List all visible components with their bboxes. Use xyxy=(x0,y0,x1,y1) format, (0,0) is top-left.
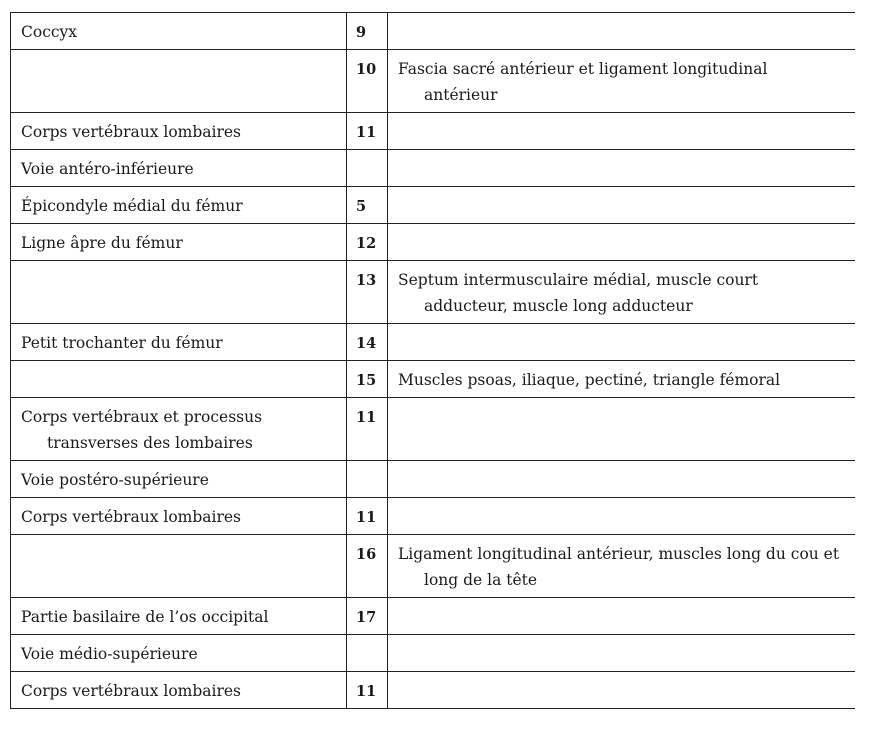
structure-cell: Voie postéro-supérieure xyxy=(11,461,347,498)
table-row xyxy=(11,635,856,672)
reference-number: 13 xyxy=(347,261,388,324)
structure-cell xyxy=(11,361,347,398)
structure-cell xyxy=(11,50,347,113)
table-row xyxy=(11,261,856,324)
detail-cell xyxy=(388,598,856,635)
reference-number: 11 xyxy=(347,498,388,535)
detail-cell: Ligament longitudinal antérieur, muscles long du cou et long de la tête xyxy=(388,535,856,598)
detail-cell: Muscles psoas, iliaque, pectiné, triangle fémoral xyxy=(388,361,856,398)
table-row xyxy=(11,224,856,261)
reference-number: 16 xyxy=(347,535,388,598)
detail-cell xyxy=(388,150,856,187)
table-row xyxy=(11,324,856,361)
detail-cell xyxy=(388,13,856,50)
structure-cell: Corps vertébraux lombaires xyxy=(11,498,347,535)
detail-cell xyxy=(388,113,856,150)
table-row xyxy=(11,672,856,709)
structure-cell: Voie médio-supérieure xyxy=(11,635,347,672)
table-row xyxy=(11,461,856,498)
detail-cell xyxy=(388,187,856,224)
reference-number: 12 xyxy=(347,224,388,261)
reference-number: 11 xyxy=(347,398,388,461)
reference-number: 10 xyxy=(347,50,388,113)
reference-number xyxy=(347,635,388,672)
table-row xyxy=(11,598,856,635)
table-row xyxy=(11,113,856,150)
table-row xyxy=(11,50,856,113)
structure-cell xyxy=(11,261,347,324)
detail-cell: Septum intermusculaire médial, muscle court adducteur, muscle long adducteur xyxy=(388,261,856,324)
structure-cell: Petit trochanter du fémur xyxy=(11,324,347,361)
structure-cell: Corps vertébraux et processus transverses des lombaires xyxy=(11,398,347,461)
structure-cell: Voie antéro-inférieure xyxy=(11,150,347,187)
structure-cell: Ligne âpre du fémur xyxy=(11,224,347,261)
detail-cell xyxy=(388,672,856,709)
structure-cell: Coccyx xyxy=(11,13,347,50)
reference-number xyxy=(347,461,388,498)
reference-number: 9 xyxy=(347,13,388,50)
structure-cell: Partie basilaire de l’os occipital xyxy=(11,598,347,635)
reference-number: 14 xyxy=(347,324,388,361)
structure-cell xyxy=(11,535,347,598)
reference-number: 17 xyxy=(347,598,388,635)
table-row xyxy=(11,535,856,598)
anatomy-table xyxy=(10,12,855,709)
reference-number: 5 xyxy=(347,187,388,224)
anatomy-table-container xyxy=(10,12,855,714)
detail-cell xyxy=(388,224,856,261)
table-row xyxy=(11,187,856,224)
reference-number: 11 xyxy=(347,113,388,150)
detail-cell xyxy=(388,461,856,498)
detail-cell: Fascia sacré antérieur et ligament longitudinal antérieur xyxy=(388,50,856,113)
table-row xyxy=(11,361,856,398)
table-row xyxy=(11,150,856,187)
reference-number xyxy=(347,150,388,187)
table-row xyxy=(11,13,856,50)
table-row xyxy=(11,398,856,461)
structure-cell: Corps vertébraux lombaires xyxy=(11,672,347,709)
reference-number: 15 xyxy=(347,361,388,398)
detail-cell xyxy=(388,324,856,361)
table-row xyxy=(11,498,856,535)
detail-cell xyxy=(388,498,856,535)
detail-cell xyxy=(388,635,856,672)
reference-number: 11 xyxy=(347,672,388,709)
structure-cell: Corps vertébraux lombaires xyxy=(11,113,347,150)
detail-cell xyxy=(388,398,856,461)
structure-cell: Épicondyle médial du fémur xyxy=(11,187,347,224)
